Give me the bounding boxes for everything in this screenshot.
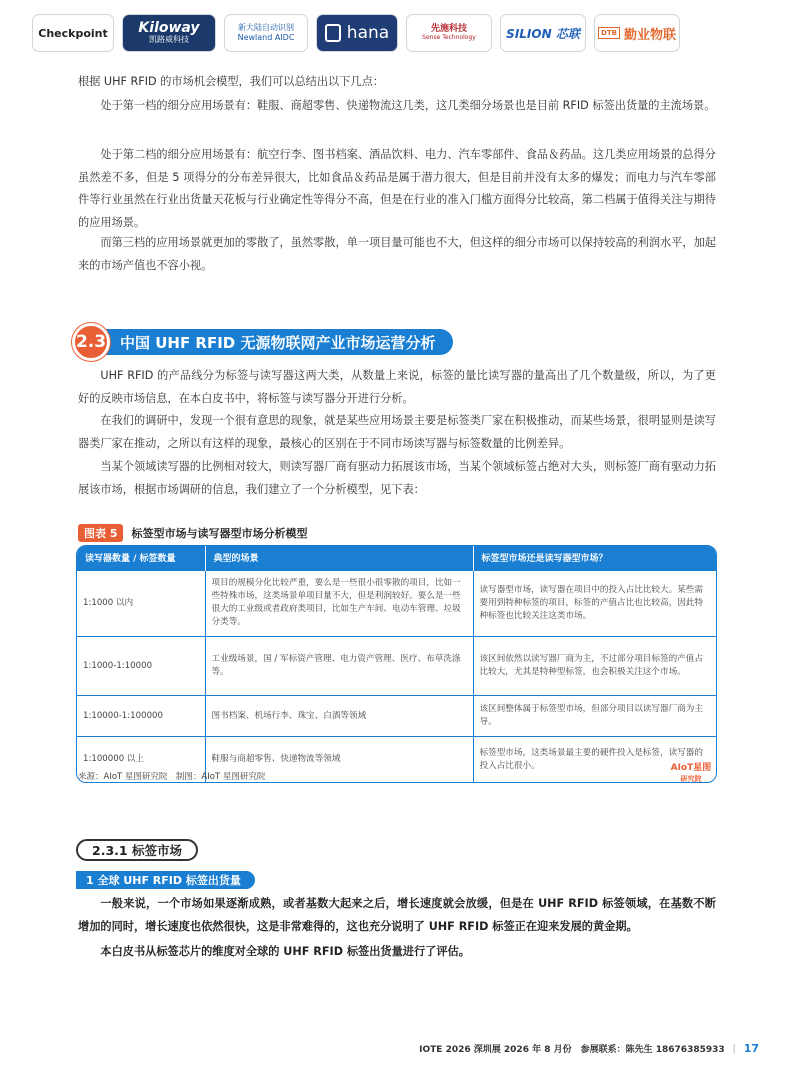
section-paragraph-1: UHF RFID 的产品线分为标签与读写器这两大类，从数量上来说，标签的量比读写器的量高出了几个数量级，所以，为了更好的反映市场信息，在本白皮书中，将标签与读写器分开进行分析。 bbox=[78, 369, 716, 405]
cell-scene: 工业级场景，国 / 军标资产管理、电力资产管理、医疗、布草洗涤等。 bbox=[205, 637, 473, 696]
section-number-badge: 2.3 bbox=[72, 323, 110, 361]
dtb-logo: DTB 勤业物联 bbox=[594, 14, 680, 52]
page-number: 17 bbox=[743, 1042, 759, 1055]
cell-market-type: 标签型市场，这类场景最主要的硬件投入是标签，读写器的投入占比很小。 bbox=[473, 737, 716, 782]
footer-text: IOTE 2026 深圳展 2026 年 8 月份 参展联系：陈先生 18676385933 bbox=[419, 1045, 725, 1055]
section-paragraph-3: 当某个领域读写器的比例相对较大，则读写器厂商有驱动力拓展该市场，当某个领域标签占绝对大头，则标签厂商有驱动力拓展该市场，根据市场调研的信息，我们建立了一个分析模型，见下表： bbox=[78, 460, 716, 496]
subsection-title: 2.3.1 标签市场 bbox=[76, 839, 198, 861]
table-row bbox=[77, 696, 716, 737]
intro-paragraph-3: 处于第二档的细分应用场景有：航空行李、图书档案、酒品饮料、电力、汽车零部件、食品＆药品。这几类应用场景的总得分虽然差不多，但是 5 项得分的分布差异很大，比如食品＆药品是属于潜力很大，但是目前并没有太多的爆发；而电力与汽车零部件等行业虽然在行业出货量天花板与行业确定性等得分不高，但是在行业的准入门槛方面得分比较高，第二档属于值得关注与期待的应用场景。 bbox=[78, 148, 716, 229]
footer-separator: | bbox=[732, 1043, 736, 1054]
subsection-paragraph-2: 本白皮书从标签芯片的维度对全球的 UHF RFID 标签出货量进行了评估。 bbox=[100, 945, 470, 958]
figure-title: 标签型市场与读写器型市场分析模型 bbox=[131, 527, 308, 540]
cell-scene: 鞋服与商超零售、快递物流等领域 bbox=[205, 737, 473, 782]
intro-paragraph-4: 而第三档的应用场景就更加的零散了，虽然零散，单一项目量可能也不大，但这样的细分市场可以保持较高的利润水平，加起来的市场产值也不容小视。 bbox=[78, 236, 716, 272]
intro-paragraph-2: 处于第一档的细分应用场景有：鞋服、商超零售、快递物流这几类，这几类细分场景也是目前 RFID 标签出货量的主流场景。 bbox=[100, 99, 716, 112]
header-scene: 典型的场景 bbox=[205, 546, 473, 570]
header-market-type: 标签型市场还是读写器型市场？ bbox=[473, 546, 716, 570]
cell-market-type: 该区间整体属于标签型市场，但部分项目以读写器厂商为主导。 bbox=[473, 696, 716, 737]
cell-market-type: 该区间依然以读写器厂商为主，不过部分项目标签的产值占比较大，尤其是特种型标签，也会积极关注这个市场。 bbox=[473, 637, 716, 696]
subsection-subtitle: 1 全球 UHF RFID 标签出货量 bbox=[76, 871, 255, 889]
cell-ratio: 1:10000-1:100000 bbox=[77, 696, 205, 737]
figure-source: 来源：AIoT 星图研究院 制图：AIoT 星图研究院 bbox=[78, 772, 266, 782]
subsection-paragraph-1: 一般来说，一个市场如果逐渐成熟，或者基数大起来之后，增长速度就会放缓，但是在 UHF RFID 标签领域，在基数不断增加的同时，增长速度也依然很快，这是非常难得的，这也充分说明了 UHF RFID 标签正在迎来发展的黄金期。 bbox=[78, 897, 716, 933]
newland-logo: 新大陆自动识别 Newland AIDC bbox=[224, 14, 308, 52]
aiot-logo: AIoT星图 研究院 bbox=[670, 763, 712, 783]
cell-ratio: 1:1000-1:10000 bbox=[77, 637, 205, 696]
analysis-table bbox=[76, 545, 717, 783]
cell-scene: 图书档案、机场行李、珠宝、白酒等领域 bbox=[205, 696, 473, 737]
figure-tag: 图表 5 bbox=[78, 524, 123, 542]
header-ratio: 读写器数量 / 标签数量 bbox=[77, 546, 205, 570]
section-header bbox=[72, 329, 453, 355]
kiloway-logo: Kiloway 凯路威科技 bbox=[122, 14, 216, 52]
silion-logo: SILION 芯联 bbox=[500, 14, 586, 52]
cell-market-type: 读写器型市场，读写器在项目中的投入占比比较大。某些需要用到特种标签的项目，标签的产值占比也比较高，因此特种标签也比较关注这类市场。 bbox=[473, 570, 716, 637]
cell-ratio: 1:1000 以内 bbox=[77, 570, 205, 637]
checkpoint-logo: Checkpoint bbox=[32, 14, 114, 52]
partner-logo-bar bbox=[32, 14, 762, 52]
hana-mark-icon bbox=[325, 24, 341, 42]
figure-caption bbox=[78, 524, 307, 542]
sense-logo: 先施科技 Sense Technology bbox=[406, 14, 492, 52]
table-row bbox=[77, 570, 716, 637]
hana-logo: hana bbox=[316, 14, 398, 52]
table-header-row bbox=[77, 546, 716, 570]
cell-ratio: 1:100000 以上 bbox=[77, 737, 205, 782]
intro-paragraph-1: 根据 UHF RFID 的市场机会模型，我们可以总结出以下几点： bbox=[78, 75, 384, 88]
table-row bbox=[77, 637, 716, 696]
cell-scene: 项目的规模分化比较严重，要么是一些很小很零散的项目，比如一些特殊市场，这类场景单项目量不大，但是利润较好。要么是一些很大的工业级或者政府类项目，比如生产车间、电动车管理、垃圾分类等。 bbox=[205, 570, 473, 637]
section-title: 中国 UHF RFID 无源物联网产业市场运营分析 bbox=[104, 329, 453, 355]
section-paragraph-2: 在我们的调研中，发现一个很有意思的现象，就是某些应用场景主要是标签类厂家在积极推动，而某些场景，很明显则是读写器类厂家在推动，之所以有这样的现象，最核心的区别在于不同市场读写器与标签数量的比例差异。 bbox=[78, 414, 716, 450]
page-footer bbox=[419, 1042, 759, 1055]
